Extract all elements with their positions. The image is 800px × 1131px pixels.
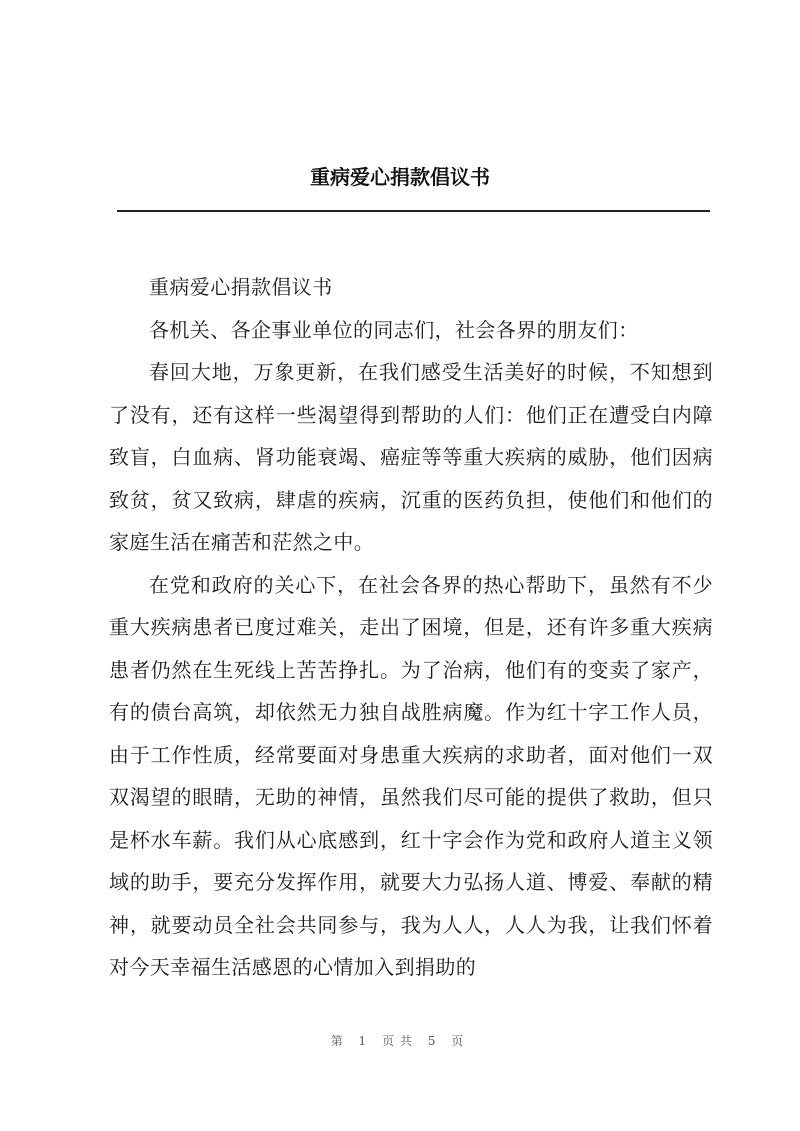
title-underline [117, 210, 710, 212]
document-body [109, 266, 713, 989]
paragraph-heading: 重病爱心捐款倡议书 [149, 275, 333, 299]
paragraph-salutation: 各机关、各企事业单位的同志们，社会各界的朋友们： [149, 317, 639, 342]
document-title: 重病爱心捐款倡议书 [310, 165, 490, 189]
page-number-footer: 第 1 页共 5 页 [330, 1034, 470, 1048]
paragraph-2: 在党和政府的关心下，在社会各界的热心帮助下，虽然有不少重大疾病患者已度过难关，走出了困境，但是，还有许多重大疾病患者仍然在生死线上苦苦挣扎。为了治病，他们有的变卖了家产，有的债台高筑，却依然无力独自战胜病魔。作为红十字工作人员，由于工作性质，经常要面对身患重大疾病的求助者，面对他们一双双渴望的眼睛，无助的神情，虽然我们尽可能的提供了救助，但只是杯水车薪。我们从心底感到，红十字会作为党和政府人道主义领域的助手，要充分发挥作用，就要大力弘扬人道、博爱、奉献的精神，就要动员全社会共同参与，我为人人，人人为我，让我们怀着对今天幸福生活感恩的心情加入到捐助的 [109, 572, 713, 979]
paragraph-1: 春回大地，万象更新，在我们感受生活美好的时候，不知想到了没有，还有这样一些渴望得到帮助的人们：他们正在遭受白内障致盲，白血病、肾功能衰竭、癌症等等重大疾病的威胁，他们因病致贫，贫又致病，肆虐的疾病，沉重的医药负担，使他们和他们的家庭生活在痛苦和茫然之中。 [109, 360, 713, 554]
